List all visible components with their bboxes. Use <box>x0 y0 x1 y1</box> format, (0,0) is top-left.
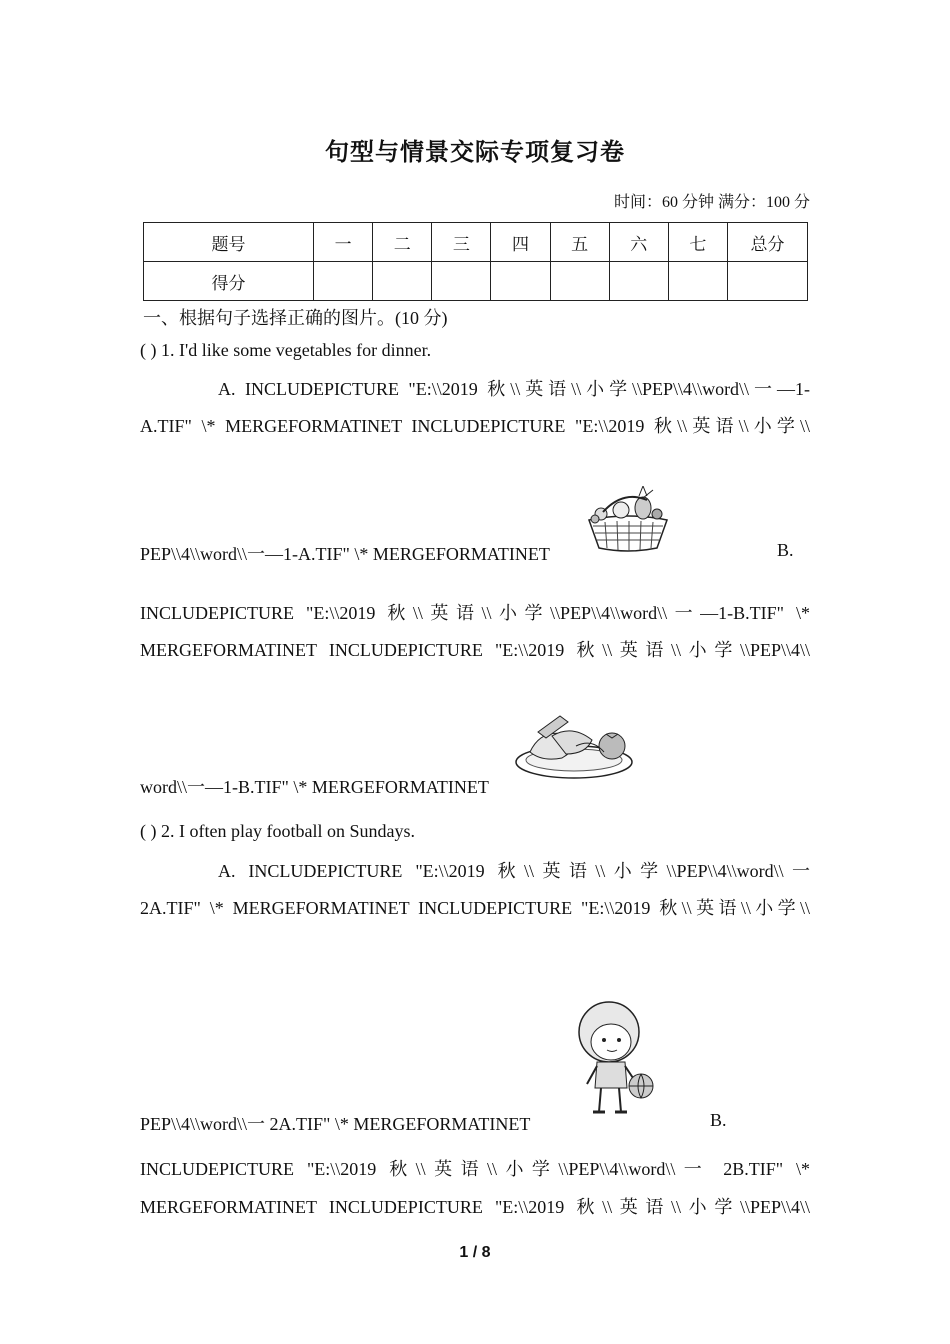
q1-option-b-line3: word\\一—1-B.TIF" \* MERGEFORMATINET <box>140 777 489 797</box>
score-cell[interactable] <box>609 262 668 301</box>
q2-option-a-line3: PEP\\4\\word\\一 2A.TIF" \* MERGEFORMATINET <box>140 1114 531 1134</box>
score-table-header-row <box>144 223 808 262</box>
q1-option-a-line1: A. INCLUDEPICTURE "E:\\2019 秋\\英语\\小学\\PEP\\4\\word\\一—1- <box>218 379 810 399</box>
question-1-stem: ( ) 1. I'd like some vegetables for dinner. <box>140 340 432 360</box>
q2-option-a-line2: 2A.TIF" \* MERGEFORMATINET INCLUDEPICTURE "E:\\2019 秋\\英语\\小学\\ <box>140 898 810 918</box>
fruit-basket-image <box>583 486 673 556</box>
table-cell: 一 <box>314 223 373 262</box>
score-cell[interactable] <box>550 262 609 301</box>
table-cell: 七 <box>668 223 727 262</box>
table-cell: 总分 <box>728 223 808 262</box>
score-cell[interactable] <box>314 262 373 301</box>
table-cell: 六 <box>609 223 668 262</box>
table-cell: 五 <box>550 223 609 262</box>
exam-meta: 时间：60 分钟 满分：100 分 <box>613 194 810 211</box>
q2-option-a-line1: A. INCLUDEPICTURE "E:\\2019 秋\\英语\\小学\\PEP\\4\\word\\一 <box>218 861 810 881</box>
table-cell: 二 <box>373 223 432 262</box>
score-cell[interactable] <box>373 262 432 301</box>
score-table <box>143 222 808 301</box>
score-cell[interactable] <box>491 262 550 301</box>
boy-with-ball-image <box>569 1000 659 1118</box>
table-cell: 三 <box>432 223 491 262</box>
q2-option-b-line1: INCLUDEPICTURE "E:\\2019 秋\\英语\\小学\\PEP\\4\\word\\一 2B.TIF" \* <box>140 1159 810 1179</box>
table-cell: 题号 <box>144 223 314 262</box>
section-heading: 一、根据句子选择正确的图片。(10 分) <box>143 308 448 328</box>
question-2-stem: ( ) 2. I often play football on Sundays. <box>140 821 415 841</box>
q1-option-b-label: B. <box>777 540 794 560</box>
q1-option-a-line3: PEP\\4\\word\\一—1-A.TIF" \* MERGEFORMATINET <box>140 544 550 564</box>
q1-option-a-line2: A.TIF" \* MERGEFORMATINET INCLUDEPICTURE "E:\\2019 秋\\英语\\小学\\ <box>140 416 810 436</box>
vegetable-plate-image <box>512 706 636 782</box>
q1-option-b-line2: MERGEFORMATINET INCLUDEPICTURE "E:\\2019 秋\\英语\\小学\\PEP\\4\\ <box>140 640 810 660</box>
score-cell[interactable] <box>668 262 727 301</box>
q1-option-b-line1: INCLUDEPICTURE "E:\\2019 秋\\英语\\小学\\PEP\\4\\word\\一—1-B.TIF" \* <box>140 603 810 623</box>
q2-option-b-label: B. <box>710 1110 727 1130</box>
table-cell: 四 <box>491 223 550 262</box>
table-cell: 得分 <box>144 262 314 301</box>
score-table-score-row <box>144 262 808 301</box>
q2-option-b-line2: MERGEFORMATINET INCLUDEPICTURE "E:\\2019 秋\\英语\\小学\\PEP\\4\\ <box>140 1197 810 1217</box>
page-number: 1 / 8 <box>459 1244 491 1261</box>
score-cell[interactable] <box>728 262 808 301</box>
score-cell[interactable] <box>432 262 491 301</box>
page-title: 句型与情景交际专项复习卷 <box>325 137 625 166</box>
